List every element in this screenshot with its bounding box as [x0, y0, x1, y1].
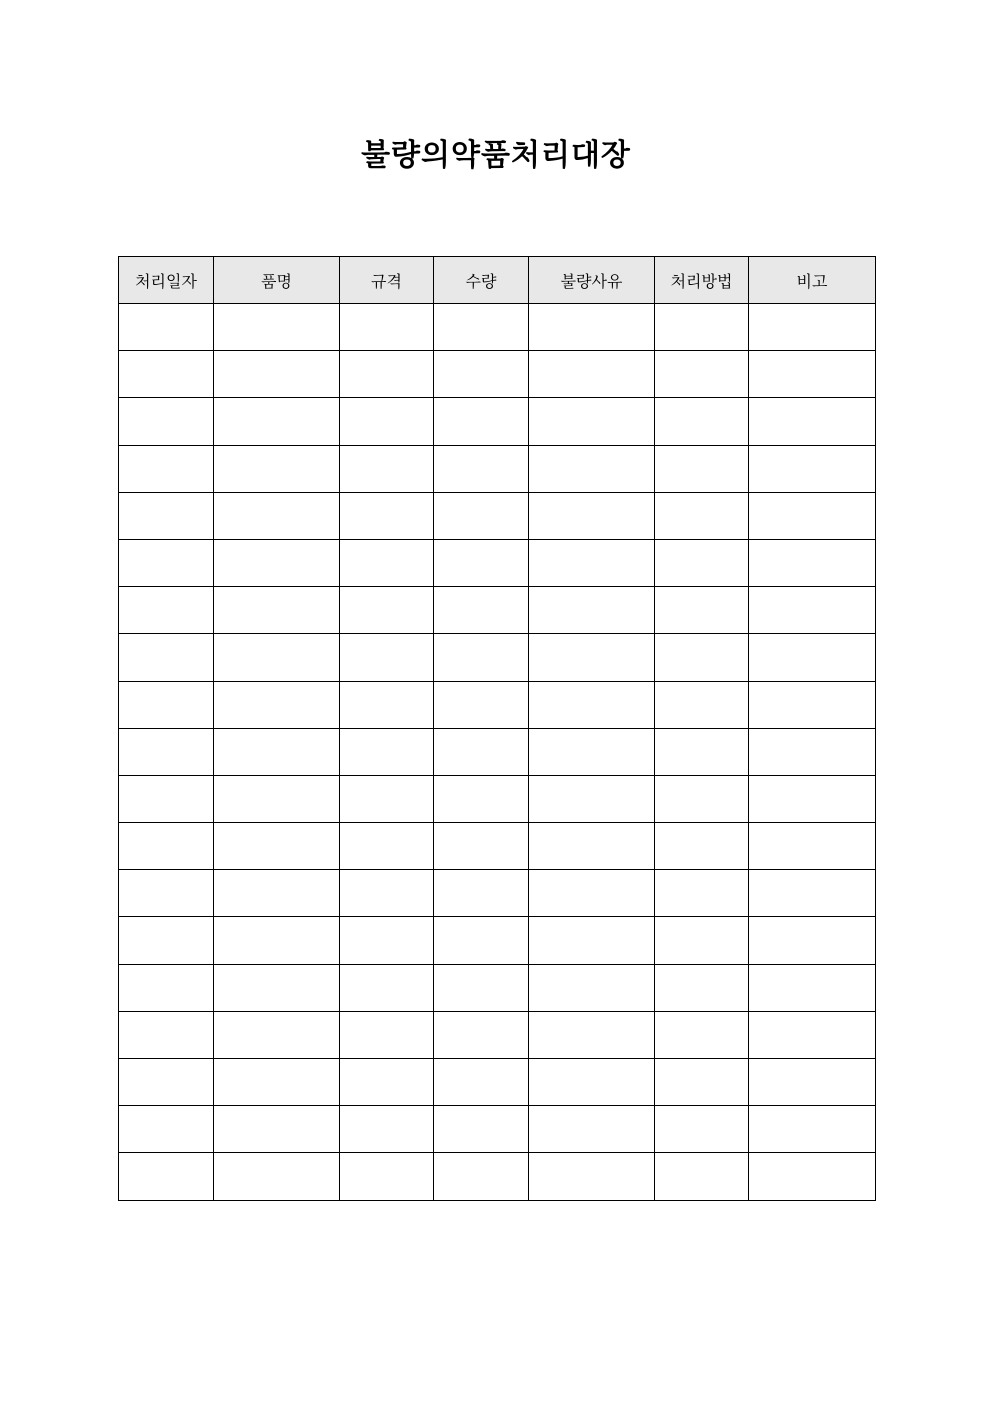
table-row — [119, 1011, 876, 1058]
table-cell — [214, 492, 340, 539]
table-cell — [434, 634, 529, 681]
table-row — [119, 775, 876, 822]
table-cell — [655, 351, 749, 398]
table-cell — [655, 445, 749, 492]
table-cell — [214, 870, 340, 917]
table-cell — [529, 681, 655, 728]
table-row — [119, 398, 876, 445]
table-cell — [529, 964, 655, 1011]
table-cell — [119, 587, 214, 634]
table-row — [119, 304, 876, 351]
table-cell — [119, 1153, 214, 1200]
table-cell — [655, 398, 749, 445]
table-cell — [434, 917, 529, 964]
table-cell — [340, 1153, 434, 1200]
table-cell — [749, 728, 876, 775]
table-cell — [655, 587, 749, 634]
table-cell — [434, 587, 529, 634]
table-cell — [340, 1011, 434, 1058]
table-cell — [655, 823, 749, 870]
table-cell — [214, 445, 340, 492]
table-cell — [529, 775, 655, 822]
table-cell — [119, 1106, 214, 1153]
table-row — [119, 587, 876, 634]
table-cell — [655, 1153, 749, 1200]
table-cell — [340, 681, 434, 728]
table-cell — [749, 1106, 876, 1153]
column-header-item-name: 품명 — [214, 257, 340, 304]
table-row — [119, 917, 876, 964]
table-cell — [529, 1106, 655, 1153]
table-cell — [340, 445, 434, 492]
table-cell — [119, 492, 214, 539]
table-cell — [749, 1153, 876, 1200]
table-row — [119, 1059, 876, 1106]
table-cell — [655, 539, 749, 586]
column-header-spec: 규격 — [340, 257, 434, 304]
table-cell — [214, 1106, 340, 1153]
table-cell — [749, 870, 876, 917]
table-cell — [119, 445, 214, 492]
table-cell — [214, 917, 340, 964]
table-cell — [749, 587, 876, 634]
table-cell — [434, 775, 529, 822]
table-row — [119, 964, 876, 1011]
table-row — [119, 681, 876, 728]
table-cell — [529, 917, 655, 964]
table-cell — [655, 1011, 749, 1058]
table-row — [119, 445, 876, 492]
table-cell — [655, 870, 749, 917]
table-row — [119, 728, 876, 775]
table-cell — [434, 351, 529, 398]
table-cell — [749, 823, 876, 870]
table-cell — [340, 728, 434, 775]
table-cell — [529, 1153, 655, 1200]
table-cell — [340, 587, 434, 634]
header-row — [119, 257, 876, 304]
table-cell — [434, 304, 529, 351]
table-cell — [214, 539, 340, 586]
table-cell — [214, 351, 340, 398]
table-cell — [434, 492, 529, 539]
column-header-quantity: 수량 — [434, 257, 529, 304]
table-cell — [749, 964, 876, 1011]
table-cell — [214, 823, 340, 870]
table-cell — [529, 351, 655, 398]
table-cell — [119, 728, 214, 775]
table-cell — [214, 587, 340, 634]
table-cell — [655, 728, 749, 775]
table-cell — [119, 1011, 214, 1058]
table-cell — [749, 351, 876, 398]
table-cell — [749, 492, 876, 539]
table-cell — [434, 445, 529, 492]
table-cell — [119, 681, 214, 728]
table-cell — [529, 539, 655, 586]
table-cell — [529, 1059, 655, 1106]
table-cell — [749, 775, 876, 822]
table-cell — [749, 1011, 876, 1058]
table-cell — [749, 681, 876, 728]
table-cell — [340, 1059, 434, 1106]
table-cell — [119, 634, 214, 681]
ledger-body — [119, 304, 876, 1201]
table-cell — [119, 539, 214, 586]
table-cell — [749, 1059, 876, 1106]
column-header-defect-reason: 불량사유 — [529, 257, 655, 304]
table-cell — [214, 398, 340, 445]
table-cell — [340, 492, 434, 539]
table-cell — [434, 823, 529, 870]
table-cell — [655, 1106, 749, 1153]
table-cell — [655, 492, 749, 539]
table-cell — [214, 681, 340, 728]
table-cell — [119, 304, 214, 351]
table-cell — [340, 917, 434, 964]
table-cell — [434, 398, 529, 445]
table-cell — [655, 775, 749, 822]
table-cell — [119, 964, 214, 1011]
table-cell — [655, 1059, 749, 1106]
table-row — [119, 823, 876, 870]
table-cell — [434, 1106, 529, 1153]
table-cell — [214, 775, 340, 822]
table-cell — [340, 304, 434, 351]
table-cell — [749, 445, 876, 492]
column-header-method: 처리방법 — [655, 257, 749, 304]
table-cell — [434, 1011, 529, 1058]
table-cell — [340, 539, 434, 586]
column-header-remarks: 비고 — [749, 257, 876, 304]
table-cell — [529, 445, 655, 492]
table-cell — [655, 964, 749, 1011]
table-cell — [434, 964, 529, 1011]
table-cell — [655, 681, 749, 728]
table-cell — [529, 398, 655, 445]
table-cell — [655, 304, 749, 351]
table-cell — [340, 351, 434, 398]
table-cell — [529, 634, 655, 681]
table-cell — [214, 304, 340, 351]
table-cell — [749, 304, 876, 351]
table-cell — [655, 917, 749, 964]
table-cell — [119, 823, 214, 870]
table-cell — [119, 351, 214, 398]
table-cell — [119, 1059, 214, 1106]
table-cell — [749, 539, 876, 586]
table-cell — [434, 728, 529, 775]
table-cell — [119, 775, 214, 822]
table-cell — [434, 681, 529, 728]
ledger-table — [118, 256, 876, 1201]
table-cell — [214, 1011, 340, 1058]
table-cell — [529, 823, 655, 870]
table-cell — [529, 304, 655, 351]
table-cell — [655, 634, 749, 681]
table-row — [119, 1153, 876, 1200]
table-cell — [529, 492, 655, 539]
table-cell — [214, 634, 340, 681]
table-row — [119, 351, 876, 398]
table-cell — [340, 1106, 434, 1153]
table-cell — [214, 728, 340, 775]
table-cell — [119, 398, 214, 445]
table-row — [119, 870, 876, 917]
table-cell — [749, 634, 876, 681]
table-cell — [529, 1011, 655, 1058]
table-row — [119, 539, 876, 586]
table-cell — [119, 917, 214, 964]
table-cell — [434, 870, 529, 917]
table-cell — [529, 870, 655, 917]
table-cell — [340, 870, 434, 917]
table-cell — [340, 398, 434, 445]
table-cell — [340, 775, 434, 822]
table-cell — [529, 728, 655, 775]
table-row — [119, 634, 876, 681]
table-cell — [749, 917, 876, 964]
column-header-date: 처리일자 — [119, 257, 214, 304]
table-cell — [214, 1059, 340, 1106]
table-cell — [529, 587, 655, 634]
table-cell — [434, 1153, 529, 1200]
table-cell — [340, 634, 434, 681]
table-cell — [214, 1153, 340, 1200]
table-cell — [434, 1059, 529, 1106]
table-cell — [119, 870, 214, 917]
table-cell — [434, 539, 529, 586]
table-cell — [214, 964, 340, 1011]
table-cell — [340, 823, 434, 870]
table-row — [119, 492, 876, 539]
table-cell — [340, 964, 434, 1011]
page-title: 불량의약품처리대장 — [361, 138, 631, 173]
table-row — [119, 1106, 876, 1153]
table-cell — [749, 398, 876, 445]
